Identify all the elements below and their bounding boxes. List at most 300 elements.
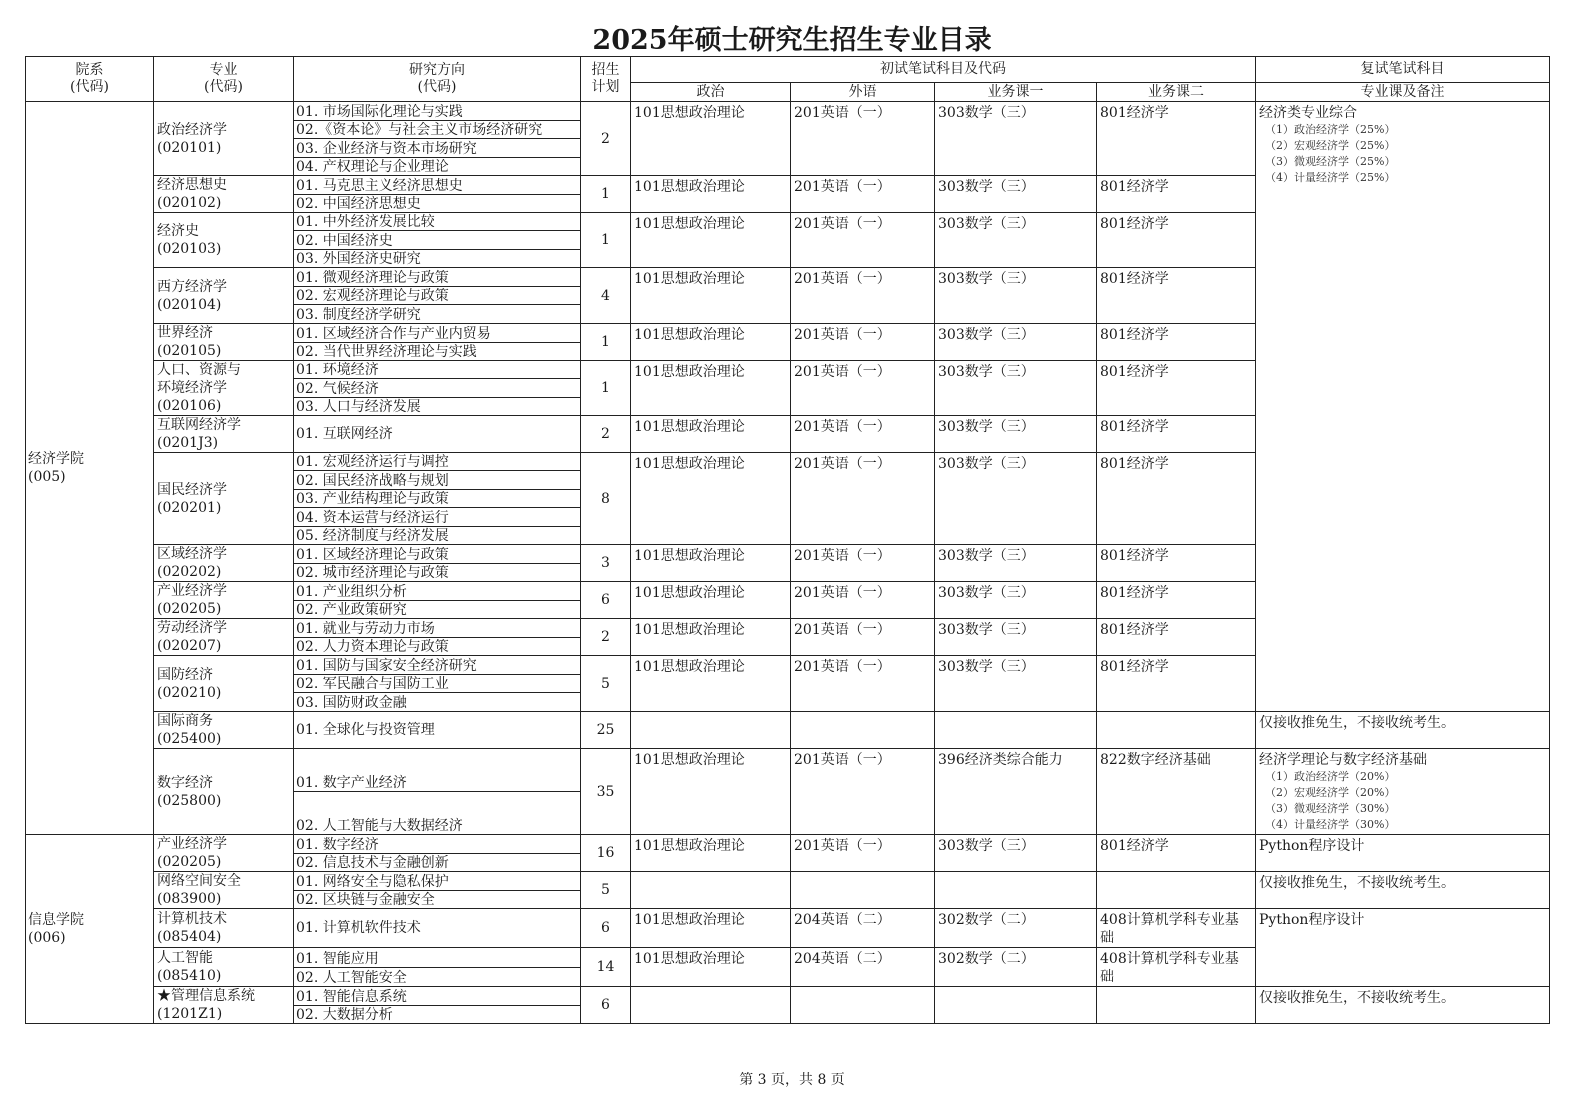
- dept-code: (006): [28, 930, 66, 946]
- foreign-cell-value: 201英语（一）: [794, 105, 891, 121]
- plan-value: 5: [601, 882, 610, 898]
- major-line: 产业经济学: [157, 583, 227, 599]
- direction-item: 02. 气候经济: [294, 379, 580, 397]
- header-major-label: 专业: [209, 62, 238, 78]
- plan-value: 14: [596, 959, 615, 975]
- major-line: (1201Z1): [157, 1006, 223, 1022]
- politics-cell-value: 101思想政治理论: [634, 456, 745, 472]
- retest-note: （4）计量经济学（30%）: [1265, 818, 1396, 831]
- course2-cell-value: 801经济学: [1100, 327, 1169, 343]
- direction-item: 01. 就业与劳动力市场: [294, 619, 580, 638]
- foreign-cell-value: 201英语（一）: [794, 456, 891, 472]
- course2-cell-value: 801经济学: [1100, 419, 1169, 435]
- foreign-cell: [791, 872, 935, 909]
- major-line: 政治经济学: [157, 121, 227, 138]
- plan-value: 1: [601, 380, 610, 396]
- direction-item: 01. 环境经济: [294, 361, 580, 379]
- foreign-cell: [791, 835, 935, 872]
- plan-cell: [581, 582, 631, 619]
- direction-item: 03. 外国经济史研究: [296, 250, 421, 267]
- major-line: ★管理信息系统: [157, 988, 255, 1004]
- course1-cell: [935, 948, 1097, 987]
- plan-value: 2: [601, 130, 610, 147]
- course1-cell-value: 303数学（三）: [938, 327, 1035, 343]
- retest-title: Python程序设计: [1259, 912, 1365, 928]
- direction-item: 03. 企业经济与资本市场研究: [294, 139, 580, 158]
- major-line: 区域经济学: [157, 546, 227, 562]
- direction-cell: [294, 656, 581, 712]
- retest-title: 仅接收推免生，不接收统考生。: [1259, 990, 1455, 1006]
- direction-item: 02. 信息技术与金融创新: [296, 855, 449, 871]
- major-line: 人工智能: [157, 950, 213, 966]
- course2-cell-value: 801经济学: [1100, 456, 1169, 472]
- politics-cell: [631, 176, 791, 213]
- dept-name: 信息学院: [28, 912, 84, 928]
- foreign-cell-value: 201英语（一）: [794, 548, 891, 564]
- major-line: 西方经济学: [157, 278, 227, 295]
- course1-cell-value: 302数学（二）: [938, 912, 1035, 928]
- course2-cell: [1097, 453, 1256, 545]
- header-dept: [26, 57, 154, 102]
- foreign-cell: [791, 213, 935, 268]
- plan-value: 4: [601, 287, 610, 304]
- course1-cell: [935, 909, 1097, 948]
- politics-cell-value: 101思想政治理论: [634, 659, 745, 675]
- course1-cell: [935, 619, 1097, 656]
- course1-cell: [935, 213, 1097, 268]
- retest-cell: [1256, 712, 1550, 749]
- politics-cell-value: 101思想政治理论: [634, 838, 745, 854]
- table-row: [26, 712, 1550, 749]
- retest-cell: [1256, 909, 1550, 987]
- major-line: 世界经济: [157, 325, 213, 341]
- direction-item: 01. 市场国际化理论与实践: [294, 102, 580, 121]
- direction-item: 02. 人工智能安全: [296, 970, 407, 986]
- course1-cell-value: 303数学（三）: [938, 585, 1035, 601]
- foreign-cell: [791, 361, 935, 416]
- table-row: [26, 872, 1550, 909]
- direction-item: 02. 中国经济史: [294, 231, 580, 249]
- major-line: (020102): [157, 195, 222, 211]
- course1-cell: [935, 324, 1097, 361]
- direction-item: 01. 数字产业经济: [294, 749, 580, 792]
- major-cell: [154, 872, 294, 909]
- politics-cell: [631, 361, 791, 416]
- direction-item: 04. 资本运营与经济运行: [294, 508, 580, 526]
- course1-cell-value: 303数学（三）: [938, 179, 1035, 195]
- foreign-cell-value: 204英语（二）: [794, 951, 891, 967]
- major-cell: [154, 545, 294, 582]
- table-row: [26, 749, 1550, 835]
- course1-cell: [935, 749, 1097, 835]
- politics-cell-value: 101思想政治理论: [634, 419, 745, 435]
- plan-cell: [581, 545, 631, 582]
- course2-cell: [1097, 835, 1256, 872]
- direction-item: 02. 产业政策研究: [296, 602, 407, 618]
- direction-cell: [294, 102, 581, 176]
- course1-cell: [935, 987, 1097, 1024]
- retest-cell: [1256, 749, 1550, 835]
- course2-cell: [1097, 416, 1256, 453]
- foreign-cell-value: 201英语（一）: [794, 752, 891, 768]
- direction-item: 02. 宏观经济理论与政策: [294, 287, 580, 306]
- politics-cell-value: 101思想政治理论: [634, 752, 745, 768]
- course2-cell: [1097, 361, 1256, 416]
- retest-note: （4）计量经济学（25%）: [1265, 171, 1396, 184]
- politics-cell: [631, 453, 791, 545]
- plan-value: 16: [596, 845, 615, 861]
- foreign-cell: [791, 948, 935, 987]
- course1-cell-value: 303数学（三）: [938, 659, 1035, 675]
- plan-cell: [581, 872, 631, 909]
- retest-note: （2）宏观经济学（20%）: [1265, 786, 1396, 799]
- course1-cell: [935, 582, 1097, 619]
- course2-cell: [1097, 102, 1256, 176]
- course1-cell-value: 303数学（三）: [938, 838, 1035, 854]
- course2-cell: [1097, 176, 1256, 213]
- plan-cell: [581, 361, 631, 416]
- major-cell: [154, 582, 294, 619]
- foreign-cell-value: 201英语（一）: [794, 622, 891, 638]
- course2-cell: [1097, 909, 1256, 948]
- direction-cell: [294, 948, 581, 987]
- plan-value: 1: [601, 334, 610, 350]
- direction-item: 01. 智能信息系统: [294, 987, 580, 1006]
- foreign-cell: [791, 416, 935, 453]
- header-direction-label: 研究方向: [409, 62, 465, 78]
- direction-item: 01. 互联网经济: [296, 426, 393, 442]
- plan-value: 6: [601, 997, 610, 1013]
- retest-cell: [1256, 872, 1550, 909]
- major-line: (020103): [157, 241, 222, 257]
- major-line: (085404): [157, 929, 222, 945]
- major-line: 计算机技术: [157, 911, 227, 927]
- page-footer: 第 3 页，共 8 页: [739, 1072, 845, 1088]
- direction-cell: [294, 872, 581, 909]
- plan-value: 3: [601, 555, 610, 571]
- major-line: (020105): [157, 343, 222, 359]
- course1-cell-value: 303数学（三）: [938, 548, 1035, 564]
- major-line: (083900): [157, 891, 222, 907]
- major-cell: [154, 176, 294, 213]
- course1-cell-value: 302数学（二）: [938, 951, 1035, 967]
- plan-cell: [581, 835, 631, 872]
- major-line: 环境经济学: [157, 380, 227, 396]
- course1-cell: [935, 872, 1097, 909]
- course1-cell-value: 303数学（三）: [938, 456, 1035, 472]
- direction-item: 01. 区域经济合作与产业内贸易: [294, 324, 580, 343]
- plan-value: 1: [601, 232, 610, 248]
- header-course2: [1097, 83, 1256, 102]
- major-cell: [154, 268, 294, 324]
- retest-title: Python程序设计: [1259, 838, 1365, 854]
- course1-cell: [935, 453, 1097, 545]
- catalog-table: [25, 56, 1550, 1024]
- course1-cell: [935, 656, 1097, 712]
- major-line: 经济史: [157, 223, 199, 239]
- politics-cell: [631, 656, 791, 712]
- plan-cell: [581, 909, 631, 948]
- course1-cell-value: 303数学（三）: [938, 419, 1035, 435]
- plan-value: 1: [601, 186, 610, 202]
- major-line: (025400): [157, 731, 222, 747]
- major-cell: [154, 102, 294, 176]
- direction-item: 02. 国民经济战略与规划: [294, 471, 580, 489]
- foreign-cell-value: 201英语（一）: [794, 327, 891, 343]
- politics-cell-value: 101思想政治理论: [634, 951, 745, 967]
- foreign-cell: [791, 656, 935, 712]
- direction-item: 01. 全球化与投资管理: [296, 722, 435, 738]
- direction-item: 02. 区块链与金融安全: [296, 892, 435, 908]
- plan-cell: [581, 948, 631, 987]
- major-cell: [154, 213, 294, 268]
- dept-cell: [26, 102, 154, 835]
- retest-title: 经济类专业综合: [1259, 105, 1357, 121]
- direction-item: 03. 制度经济学研究: [296, 307, 421, 324]
- header-major-code: (代码): [204, 79, 243, 95]
- politics-cell: [631, 948, 791, 987]
- direction-item: 03. 人口与经济发展: [296, 398, 421, 415]
- major-line: 劳动经济学: [157, 620, 227, 636]
- politics-cell: [631, 909, 791, 948]
- major-cell: [154, 324, 294, 361]
- course1-cell: [935, 835, 1097, 872]
- direction-cell: [294, 987, 581, 1024]
- course1-cell-value: 396经济类综合能力: [938, 752, 1063, 768]
- direction-cell: [294, 582, 581, 619]
- course2-cell-value: 801经济学: [1100, 585, 1169, 601]
- course1-cell-value: 303数学（三）: [938, 622, 1035, 638]
- plan-cell: [581, 619, 631, 656]
- course2-cell: [1097, 712, 1256, 749]
- major-cell: [154, 948, 294, 987]
- course1-cell-value: 303数学（三）: [938, 105, 1035, 121]
- header-course1-label: 业务课一: [987, 83, 1044, 100]
- direction-item: 01. 国防与国家安全经济研究: [294, 656, 580, 675]
- major-cell: [154, 453, 294, 545]
- course2-cell-value: 822数字经济基础: [1100, 752, 1211, 768]
- major-line: (0201J3): [157, 435, 219, 451]
- direction-item: 02. 人工智能与大数据经济: [296, 818, 463, 834]
- foreign-cell: [791, 102, 935, 176]
- foreign-cell-value: 201英语（一）: [794, 364, 891, 380]
- foreign-cell-value: 201英语（一）: [794, 271, 891, 287]
- major-cell: [154, 987, 294, 1024]
- course2-cell: [1097, 619, 1256, 656]
- direction-item: 04. 产权理论与企业理论: [296, 159, 449, 175]
- plan-cell: [581, 176, 631, 213]
- politics-cell: [631, 872, 791, 909]
- header-foreign: [791, 83, 935, 102]
- direction-item: 01. 宏观经济运行与调控: [294, 453, 580, 471]
- plan-cell: [581, 268, 631, 324]
- direction-item: 02. 中国经济思想史: [296, 196, 421, 212]
- header-retest-sub: [1256, 83, 1550, 102]
- header-politics: [631, 83, 791, 102]
- header-politics-label: 政治: [696, 83, 725, 100]
- major-cell: [154, 712, 294, 749]
- plan-value: 5: [601, 675, 610, 692]
- plan-cell: [581, 749, 631, 835]
- course2-cell: [1097, 545, 1256, 582]
- header-plan-label: 招生: [591, 62, 620, 78]
- politics-cell-value: 101思想政治理论: [634, 912, 745, 928]
- course1-cell: [935, 268, 1097, 324]
- course1-cell-value: 303数学（三）: [938, 216, 1035, 232]
- foreign-cell: [791, 545, 935, 582]
- header-major: [154, 57, 294, 102]
- direction-item: 03. 国防财政金融: [296, 695, 407, 712]
- table-row: [26, 102, 1550, 176]
- politics-cell: [631, 987, 791, 1024]
- major-line: (020205): [157, 601, 222, 617]
- major-cell: [154, 835, 294, 872]
- table-row: [26, 835, 1550, 872]
- politics-cell-value: 101思想政治理论: [634, 548, 745, 564]
- course2-cell: [1097, 749, 1256, 835]
- plan-value: 25: [596, 722, 615, 738]
- course2-cell: [1097, 268, 1256, 324]
- foreign-cell: [791, 453, 935, 545]
- direction-item: 01. 计算机软件技术: [296, 920, 421, 936]
- direction-item: 02. 人力资本理论与政策: [296, 639, 449, 655]
- major-line: 经济思想史: [157, 177, 227, 193]
- course2-cell-value: 801经济学: [1100, 659, 1169, 675]
- direction-cell: [294, 176, 581, 213]
- course1-cell: [935, 712, 1097, 749]
- foreign-cell: [791, 619, 935, 656]
- header-plan-code: 计划: [591, 79, 620, 95]
- foreign-cell-value: 201英语（一）: [794, 419, 891, 435]
- course2-cell: [1097, 213, 1256, 268]
- course2-cell-value: 408计算机学科专业基础: [1100, 951, 1239, 985]
- retest-note: （3）微观经济学（30%）: [1265, 802, 1396, 815]
- retest-note: （1）政治经济学（25%）: [1265, 123, 1396, 136]
- course2-cell-value: 801经济学: [1100, 548, 1169, 564]
- header-course1: [935, 83, 1097, 102]
- direction-cell: [294, 453, 581, 545]
- plan-value: 6: [601, 592, 610, 608]
- politics-cell: [631, 102, 791, 176]
- major-cell: [154, 909, 294, 948]
- foreign-cell: [791, 582, 935, 619]
- direction-item: 01. 马克思主义经济思想史: [294, 176, 580, 195]
- page-title: 2025年硕士研究生招生专业目录: [592, 25, 992, 56]
- foreign-cell-value: 201英语（一）: [794, 659, 891, 675]
- major-line: 人口、资源与: [157, 362, 241, 378]
- direction-cell: [294, 416, 581, 453]
- plan-value: 35: [596, 783, 615, 800]
- plan-value: 6: [601, 920, 610, 936]
- politics-cell: [631, 416, 791, 453]
- politics-cell: [631, 835, 791, 872]
- major-cell: [154, 361, 294, 416]
- politics-cell-value: 101思想政治理论: [634, 216, 745, 232]
- course2-cell-value: 801经济学: [1100, 364, 1169, 380]
- direction-cell: [294, 324, 581, 361]
- course1-cell: [935, 416, 1097, 453]
- major-line: (025800): [157, 792, 222, 809]
- header-foreign-label: 外语: [848, 83, 877, 100]
- politics-cell: [631, 545, 791, 582]
- retest-cell: [1256, 987, 1550, 1024]
- foreign-cell: [791, 176, 935, 213]
- direction-cell: [294, 909, 581, 948]
- course2-cell-value: 801经济学: [1100, 838, 1169, 854]
- politics-cell-value: 101思想政治理论: [634, 105, 745, 121]
- foreign-cell: [791, 324, 935, 361]
- direction-cell: [294, 545, 581, 582]
- politics-cell: [631, 324, 791, 361]
- direction-item: 02. 当代世界经济理论与实践: [296, 344, 477, 360]
- politics-cell: [631, 619, 791, 656]
- direction-cell: [294, 835, 581, 872]
- direction-item: 01. 微观经济理论与政策: [294, 268, 580, 287]
- header-retest-label: 复试笔试科目: [1360, 61, 1445, 77]
- header-course2-label: 业务课二: [1148, 83, 1204, 100]
- retest-note: （1）政治经济学（20%）: [1265, 770, 1396, 783]
- table-row: [26, 909, 1550, 948]
- dept-name: 经济学院: [28, 451, 84, 467]
- direction-item: 02.《资本论》与社会主义市场经济研究: [294, 121, 580, 140]
- politics-cell-value: 101思想政治理论: [634, 585, 745, 601]
- direction-cell: [294, 361, 581, 416]
- foreign-cell: [791, 712, 935, 749]
- politics-cell-value: 101思想政治理论: [634, 271, 745, 287]
- major-line: 国防经济: [157, 666, 213, 683]
- course2-cell-value: 801经济学: [1100, 216, 1169, 232]
- foreign-cell: [791, 749, 935, 835]
- retest-title: 仅接收推免生，不接收统考生。: [1259, 715, 1455, 731]
- major-line: (020106): [157, 398, 222, 414]
- direction-item: 01. 智能应用: [294, 948, 580, 968]
- header-direction-code: (代码): [417, 79, 457, 95]
- direction-item: 01. 产业组织分析: [294, 582, 580, 601]
- major-cell: [154, 749, 294, 835]
- direction-item: 02. 城市经济理论与政策: [296, 565, 449, 581]
- foreign-cell-value: 201英语（一）: [794, 216, 891, 232]
- plan-cell: [581, 213, 631, 268]
- direction-item: 01. 区域经济理论与政策: [294, 545, 580, 564]
- course2-cell-value: 801经济学: [1100, 179, 1169, 195]
- header-retest-sub-label: 专业课及备注: [1360, 83, 1445, 100]
- major-line: (020210): [157, 684, 222, 701]
- major-line: (085410): [157, 968, 222, 984]
- course2-cell: [1097, 987, 1256, 1024]
- major-cell: [154, 619, 294, 656]
- direction-item: 02. 军民融合与国防工业: [294, 675, 580, 694]
- major-line: 国民经济学: [157, 481, 227, 498]
- course2-cell-value: 801经济学: [1100, 271, 1169, 287]
- major-line: 网络空间安全: [157, 873, 241, 889]
- politics-cell-value: 101思想政治理论: [634, 327, 745, 343]
- politics-cell: [631, 582, 791, 619]
- header-dept-label: 院系: [75, 62, 104, 78]
- foreign-cell: [791, 909, 935, 948]
- plan-cell: [581, 712, 631, 749]
- major-line: 互联网经济学: [157, 417, 241, 433]
- major-cell: [154, 416, 294, 453]
- foreign-cell: [791, 268, 935, 324]
- plan-value: 8: [601, 490, 610, 507]
- course1-cell-value: 303数学（三）: [938, 364, 1035, 380]
- header-prelim: [631, 57, 1256, 83]
- major-line: 数字经济: [157, 774, 213, 791]
- direction-item: 01. 数字经济: [294, 835, 580, 854]
- major-line: (020104): [157, 296, 222, 313]
- foreign-cell: [791, 987, 935, 1024]
- major-line: 国际商务: [157, 713, 213, 729]
